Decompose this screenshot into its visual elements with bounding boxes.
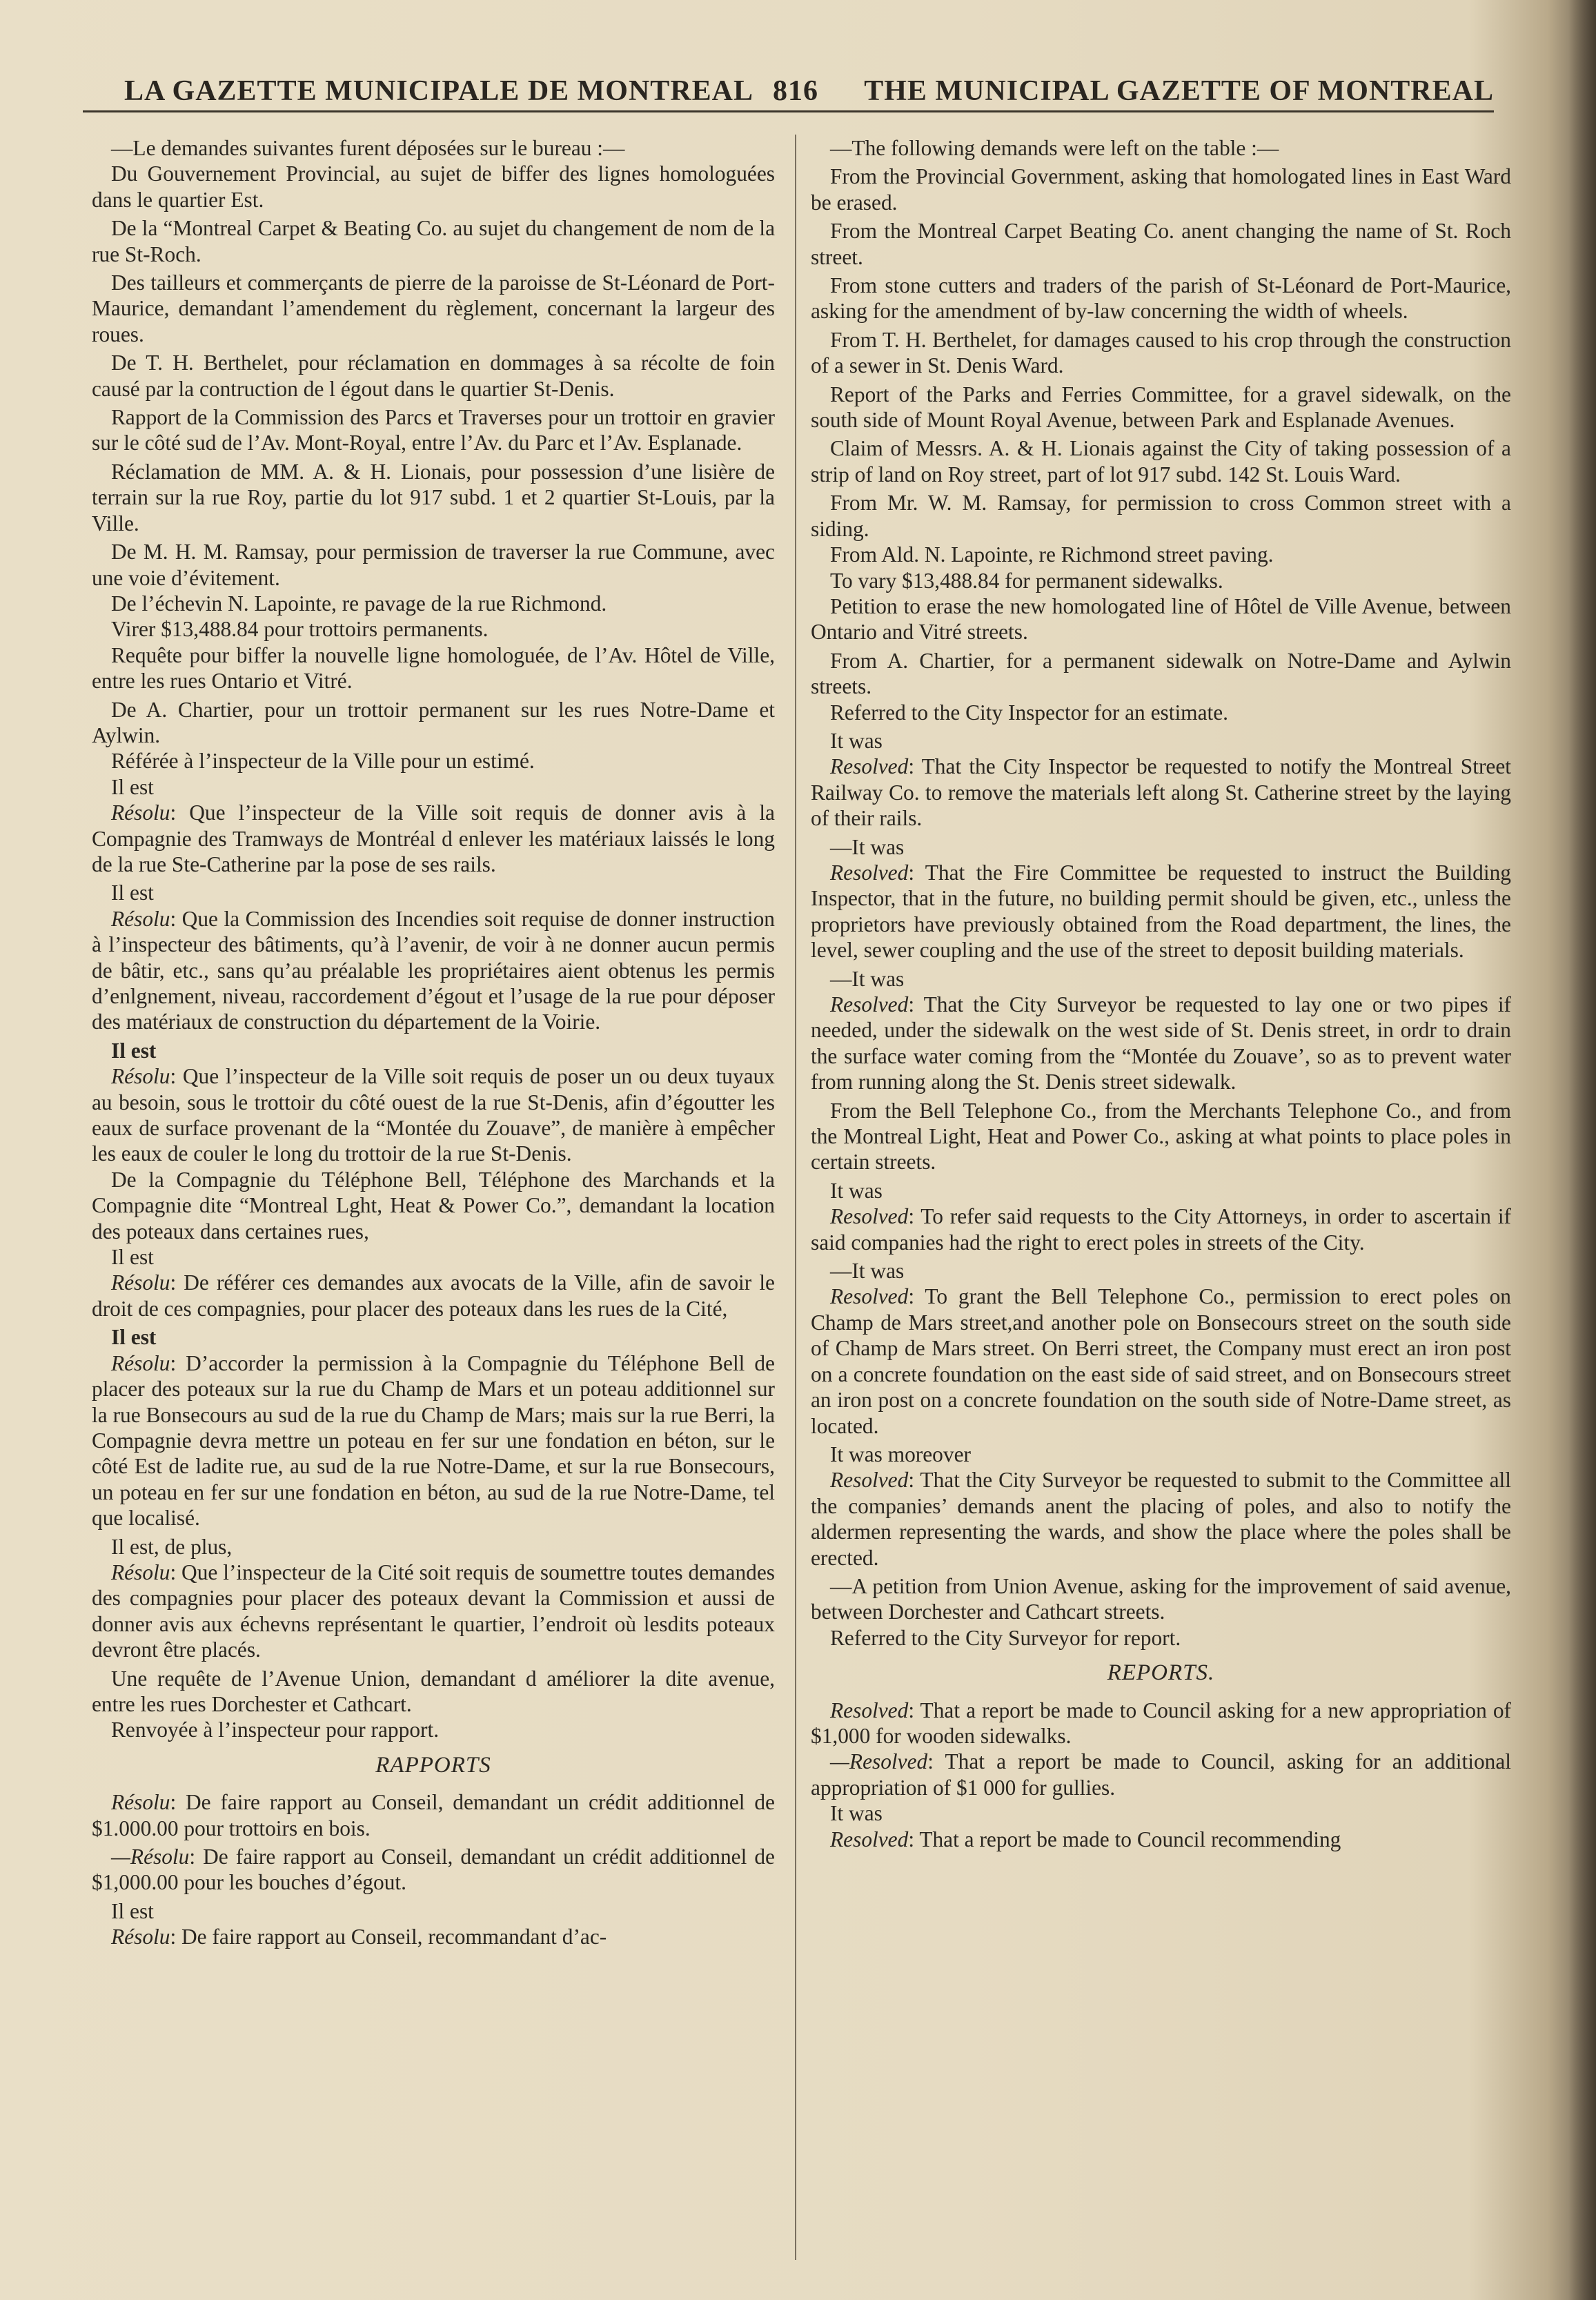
resolution: [811, 754, 1511, 831]
paragraph: De T. H. Berthelet, pour réclamation en dommages à sa récolte de foin causé par la contruction de l égout dans le quartier St-Denis.: [92, 351, 775, 401]
resolution-label: Résolu: [111, 1790, 170, 1815]
paragraph: Une requête de l’Avenue Union, demandant d améliorer la dite avenue, entre les rues Dorchester et Cathcart.: [92, 1666, 775, 1716]
resolution-text: : Que l’inspecteur de la Ville soit requis de poser un ou deux tuyaux au besoin, sous le trottoir du côté ouest de la rue St-Denis, afin d’égoutter les eaux de surface provenant de la “Montée du Zouave”, de manière à empêcher les eaux de couler le long du trottoir de la rue St-Denis.: [92, 1064, 775, 1166]
resolution: [92, 1844, 775, 1896]
resolution-label: Resolved: [830, 1468, 909, 1493]
resolution-text: : That a report be made to Council, asking for an additional appropriation of $1 000 for gullies.: [811, 1749, 1511, 1800]
paragraph: Il est: [111, 774, 154, 799]
column-divider: [795, 135, 796, 2260]
resolution-label: Resolved: [830, 1698, 909, 1722]
resolution: [811, 860, 1511, 963]
paragraph: —It was: [830, 966, 905, 991]
paragraph: Il est: [111, 1245, 154, 1270]
resolution-text: : De faire rapport au Conseil, recommandant d’ac-: [170, 1925, 607, 1949]
paragraph: From Mr. W. M. Ramsay, for permission to cross Common street with a siding.: [811, 491, 1511, 541]
resolution-label: Résolu: [111, 1350, 170, 1375]
resolution: [92, 1350, 775, 1531]
paragraph: From T. H. Berthelet, for damages caused to his crop through the construction of a sewer in St. Denis Ward.: [811, 327, 1511, 378]
header-title-french: LA GAZETTE MUNICIPALE DE MONTREAL: [124, 75, 754, 107]
resolution-text: : That a report be made to Council asking for a new appropriation of $1,000 for wooden sidewalks.: [811, 1698, 1511, 1748]
paragraph: Referred to the City Inspector for an estimate.: [830, 700, 1229, 725]
paragraph: Referred to the City Surveyor for report.: [830, 1625, 1181, 1650]
resolution-label: Résolu: [111, 1270, 170, 1295]
paragraph: Il est: [111, 881, 154, 905]
paragraph: Référée à l’inspecteur de la Ville pour un estimé.: [111, 749, 535, 774]
resolution: [92, 1560, 775, 1663]
paragraph: —The following demands were left on the table :—: [830, 136, 1279, 160]
paragraph: From the Montreal Carpet Beating Co. anent changing the name of St. Roch street.: [811, 219, 1511, 269]
paragraph: —It was: [830, 834, 905, 859]
resolution-text: : Que l’inspecteur de la Ville soit requis de donner avis à la Compagnie des Tramways de Montréal d enlever les matériaux laissés le long de la rue Ste-Catherine par la pose de ses rails.: [92, 800, 775, 876]
header-title-english: THE MUNICIPAL GAZETTE OF MONTREAL: [864, 75, 1494, 107]
paragraph: Petition to erase the new homologated line of Hôtel de Ville Avenue, between Ontario and Vitré streets.: [811, 593, 1511, 645]
paragraph: Rapport de la Commission des Parcs et Traverses pour un trottoir en gravier sur le côté sud de l’Av. Mont-Royal, entre l’Av. du Parc et l’Av. Esplanade.: [92, 405, 775, 455]
resolution: [811, 1203, 1511, 1255]
paragraph: —A petition from Union Avenue, asking for the improvement of said avenue, between Dorchester and Cathcart streets.: [811, 1573, 1511, 1624]
paragraph: Requête pour biffer la nouvelle ligne homologuée, de l’Av. Hôtel de Ville, entre les rues Ontario et Vitré.: [92, 642, 775, 694]
paragraph: Il est, de plus,: [111, 1534, 233, 1559]
paragraph: Réclamation de MM. A. & H. Lionais, pour possession d’une lisière de terrain sur la rue Roy, partie du lot 917 subd. 1 et 2 quartier St-Louis, par la Ville.: [92, 459, 775, 535]
paragraph: Il est: [111, 1038, 157, 1063]
resolution-text: : To refer said requests to the City Attorneys, in order to ascertain if said companies had the right to erect poles in streets of the City.: [811, 1204, 1511, 1255]
paragraph: Renvoyée à l’inspecteur pour rapport.: [111, 1718, 440, 1742]
resolution: [811, 1749, 1511, 1800]
resolution: [92, 906, 775, 1035]
paragraph: Claim of Messrs. A. & H. Lionais against the City of taking possession of a strip of land on Roy street, part of lot 917 subd. 142 St. Louis Ward.: [811, 436, 1511, 486]
paragraph: De la “Montreal Carpet & Beating Co. au sujet du changement de nom de la rue St-Roch.: [92, 216, 775, 266]
paragraph: Du Gouvernement Provincial, au sujet de biffer des lignes homologuées dans le quartier Est.: [92, 161, 775, 212]
resolution-label: Résolu: [111, 800, 170, 825]
resolution-text: : That the City Surveyor be requested to submit to the Committee all the companies’ demands anent the placing of poles, and also to notify the aldermen representing the wards, and show the place where the poles shall be erected.: [811, 1468, 1511, 1570]
resolution: [92, 1789, 775, 1841]
resolution-text: : Que la Commission des Incendies soit requise de donner instruction à l’inspecteur des bâtiments, qu’à l’avenir, de voir à ne donner aucun permis de bâtir, etc., sans qu’au préalable les propriétaires aient obtenus les permis d’enlgnement, niveau, raccordement d’égout et l’usage de la rue pour déposer des matériaux de construction du département de la Voirie.: [92, 906, 775, 1034]
resolution-label: —Resolved: [830, 1749, 928, 1774]
section-heading: RAPPORTS: [375, 1752, 491, 1778]
resolution: [92, 1924, 775, 1949]
resolution: [811, 1827, 1511, 1852]
resolution-label: Resolved: [830, 992, 909, 1016]
resolution: [811, 1467, 1511, 1571]
resolution: [811, 1698, 1511, 1749]
resolution: [92, 800, 775, 877]
paragraph: It was: [830, 728, 883, 753]
paragraph: Des tailleurs et commerçants de pierre de la paroisse de St-Léonard de Port-Maurice, demandant l’amendement du règlement, concernant la largeur des roues.: [92, 271, 775, 346]
resolution-text: : To grant the Bell Telephone Co., permission to erect poles on Champ de Mars street,and another pole on Bonsecours street on the south side of Champ de Mars street. On Berri street, the Company must erect an iron post on a concrete foundation on the east side of said street, and on Bonsecours street an iron post on a concrete foundation on the south side of Notre-Dame street, as located.: [811, 1284, 1511, 1438]
resolution-label: Resolved: [830, 860, 909, 885]
resolution: [92, 1270, 775, 1321]
header-rule: [83, 110, 1494, 112]
paragraph: From the Provincial Government, asking that homologated lines in East Ward be erased.: [811, 164, 1511, 215]
paragraph: Virer $13,488.84 pour trottoirs permanents.: [111, 617, 489, 642]
resolution: [811, 1284, 1511, 1438]
paragraph: De M. H. M. Ramsay, pour permission de traverser la rue Commune, avec une voie d’évitement.: [92, 540, 775, 590]
resolution-text: : De faire rapport au Conseil, demandant un crédit additionnel de $1.000.00 pour trottoirs en bois.: [92, 1790, 775, 1840]
paragraph: De l’échevin N. Lapointe, re pavage de la rue Richmond.: [111, 591, 607, 616]
resolution-label: Resolved: [830, 1204, 909, 1229]
paragraph: Report of the Parks and Ferries Committee, for a gravel sidewalk, on the south side of Mount Royal Avenue, between Park and Esplanade Avenues.: [811, 382, 1511, 433]
resolution-label: Résolu: [111, 1064, 170, 1089]
paragraph: From A. Chartier, for a permanent sidewalk on Notre-Dame and Aylwin streets.: [811, 648, 1511, 699]
resolution-label: Resolved: [830, 1284, 909, 1309]
paragraph: From Ald. N. Lapointe, re Richmond street paving.: [830, 542, 1274, 567]
resolution-label: Resolved: [830, 754, 909, 779]
section-heading: REPORTS.: [1107, 1660, 1215, 1686]
resolution-text: : De faire rapport au Conseil, demandant un crédit additionnel de $1,000.00 pour les bouches d’égout.: [92, 1845, 775, 1895]
paragraph: Il est: [111, 1325, 157, 1350]
resolution-label: —Résolu: [111, 1845, 190, 1869]
paragraph: It was moreover: [830, 1442, 971, 1466]
french-column: [92, 135, 775, 1950]
resolution: [811, 992, 1511, 1095]
paragraph: From stone cutters and traders of the parish of St-Léonard de Port-Maurice, asking for the amendment of by-law concerning the width of wheels.: [811, 273, 1511, 324]
paragraph: De A. Chartier, pour un trottoir permanent sur les rues Notre-Dame et Aylwin.: [92, 697, 775, 747]
paragraph: Il est: [111, 1898, 154, 1923]
paragraph: —Le demandes suivantes furent déposées sur le bureau :—: [111, 136, 625, 160]
binding-shadow: [1568, 0, 1596, 2300]
resolution-text: : Que l’inspecteur de la Cité soit requis de soumettre toutes demandes des compagnies pour placer des poteaux devant la Commission et aussi de donner avis aux échevns représentant le quartier, l’endroit où lesdits poteaux devront être placés.: [92, 1560, 775, 1662]
resolution-label: Resolved: [830, 1827, 909, 1851]
paragraph: To vary $13,488.84 for permanent sidewalks.: [830, 568, 1223, 593]
english-column: [811, 135, 1511, 1852]
paragraph: De la Compagnie du Téléphone Bell, Téléphone des Marchands et la Compagnie dite “Montreal Lght, Heat & Power Co.”, demandant la location des poteaux dans certaines rues,: [92, 1167, 775, 1244]
resolution-text: : That a report be made to Council recommending: [908, 1827, 1341, 1851]
resolution-label: Résolu: [111, 1925, 170, 1949]
resolution-label: Résolu: [111, 906, 170, 931]
paragraph: It was: [830, 1801, 883, 1826]
page-number: 816: [773, 75, 818, 107]
paragraph: It was: [830, 1178, 883, 1203]
paragraph: From the Bell Telephone Co., from the Merchants Telephone Co., and from the Montreal Light, Heat and Power Co., asking at what points to place poles in certain streets.: [811, 1098, 1511, 1174]
resolution-label: Résolu: [111, 1560, 170, 1584]
resolution-text: : That the City Inspector be requested to notify the Montreal Street Railway Co. to remove the materials left along St. Catherine street by the laying of their rails.: [811, 754, 1511, 831]
resolution-text: : D’accorder la permission à la Compagnie du Téléphone Bell de placer des poteaux sur la rue du Champ de Mars et un poteau additionnel sur la rue Bonsecours au sud de la rue du Champ de Mars; mais sur la rue Berri, la Compagnie devra mettre un poteau en fer sur une fondation en béton, sur le côté Est de ladite rue, au sud de la rue Notre-Dame, et sur la rue Bonsecours, un poteau en fer sur une fondation en béton, au sud de la rue Notre-Dame, tel que localisé.: [92, 1350, 775, 1531]
resolution-text: : De référer ces demandes aux avocats de la Ville, afin de savoir le droit de ces compagnies, pour placer des poteaux dans les rues de la Cité,: [92, 1270, 775, 1321]
resolution-text: : That the City Surveyor be requested to lay one or two pipes if needed, under the sidewalk on the west side of St. Denis street, in ordr to drain the surface water coming from the “Montée du Zouave’, so as to prevent water from running along the St. Denis street sidewalk.: [811, 992, 1511, 1094]
paragraph: —It was: [830, 1259, 905, 1284]
resolution: [92, 1063, 775, 1167]
resolution-text: : That the Fire Committee be requested to instruct the Building Inspector, that in the future, no building permit should be given, etc., unless the proprietors have previously obtained from the Road department, the lines, the level, sewer coupling and the use of the street to deposit building materials.: [811, 860, 1511, 963]
